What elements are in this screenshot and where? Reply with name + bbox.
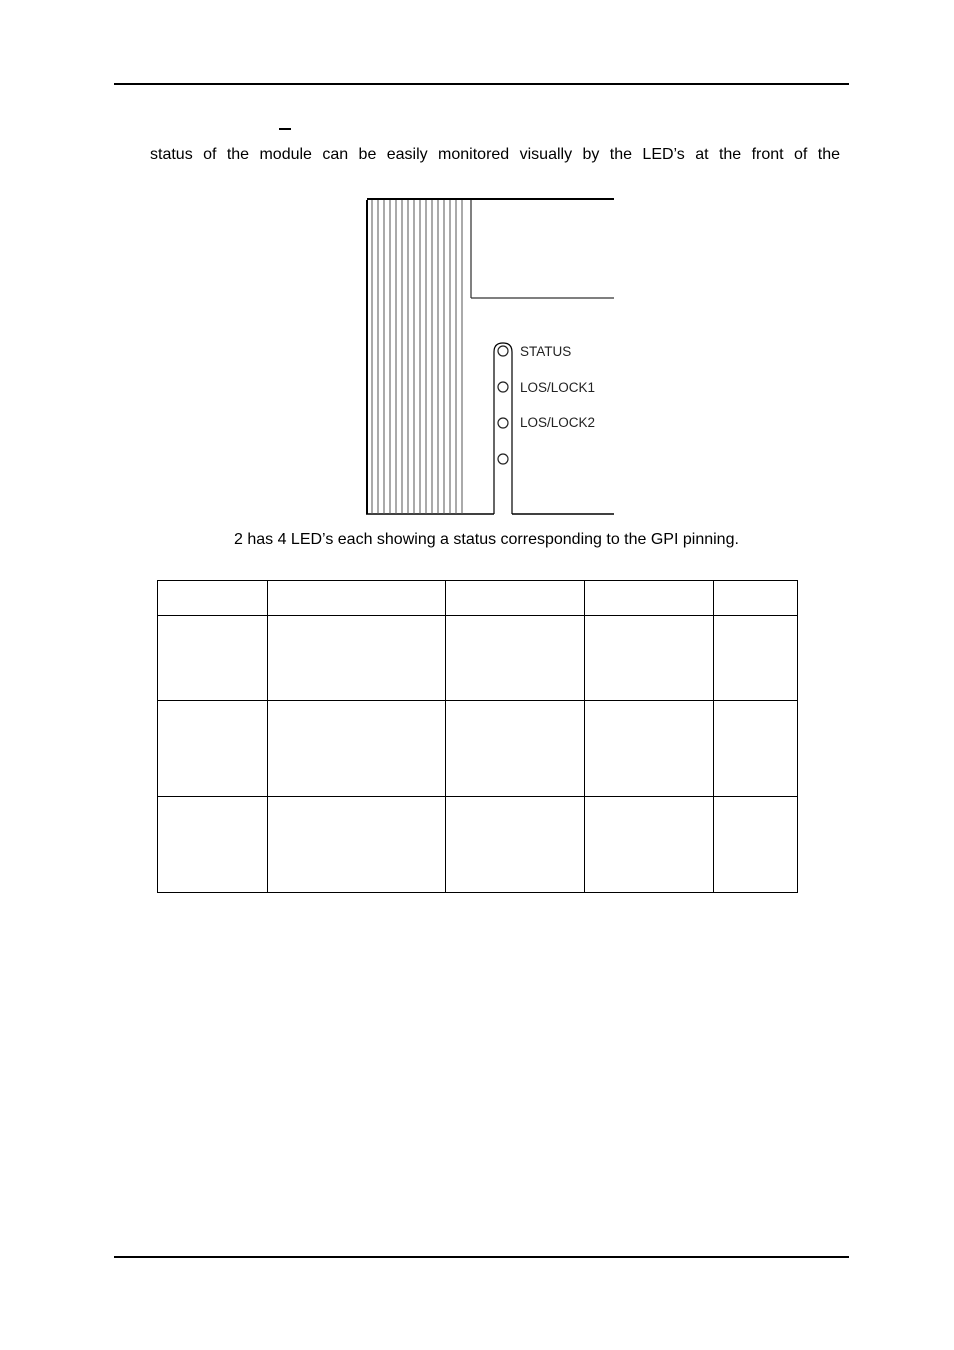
led-table (157, 580, 798, 893)
table-cell (714, 616, 798, 701)
module-front-drawing (360, 192, 616, 516)
table-cell (714, 701, 798, 797)
table-cell (714, 797, 798, 893)
table-cell (268, 701, 446, 797)
led-label-los-lock2: LOS/LOCK2 (520, 415, 596, 430)
table-cell (446, 581, 585, 616)
heading-dash (279, 128, 291, 130)
table-cell (585, 701, 714, 797)
table-row (158, 616, 798, 701)
led-los-lock2 (498, 418, 508, 428)
table-cell (585, 616, 714, 701)
table-cell (446, 701, 585, 797)
intro-paragraph: status of the module can be easily monitored visually by the LED’s at the front of the (150, 146, 840, 163)
table-cell (446, 616, 585, 701)
table-cell (158, 701, 268, 797)
table-cell (158, 581, 268, 616)
table-cell (585, 581, 714, 616)
table-row (158, 797, 798, 893)
figure-caption: 2 has 4 LED’s each showing a status corresponding to the GPI pinning. (234, 531, 739, 548)
module-front-figure (360, 192, 616, 516)
table-row (158, 581, 798, 616)
table-cell (268, 797, 446, 893)
table-cell (268, 616, 446, 701)
header-rule (114, 83, 849, 85)
table-cell (446, 797, 585, 893)
table-cell (714, 581, 798, 616)
led-los-lock1 (498, 382, 508, 392)
led-label-los-lock1: LOS/LOCK1 (520, 380, 596, 395)
footer-rule (114, 1256, 849, 1258)
led-label-status: STATUS (520, 344, 572, 359)
table-cell (158, 616, 268, 701)
table-cell (268, 581, 446, 616)
table-cell (585, 797, 714, 893)
led-unlabeled (498, 454, 508, 464)
led-status (498, 346, 508, 356)
table-cell (158, 797, 268, 893)
table-row (158, 701, 798, 797)
